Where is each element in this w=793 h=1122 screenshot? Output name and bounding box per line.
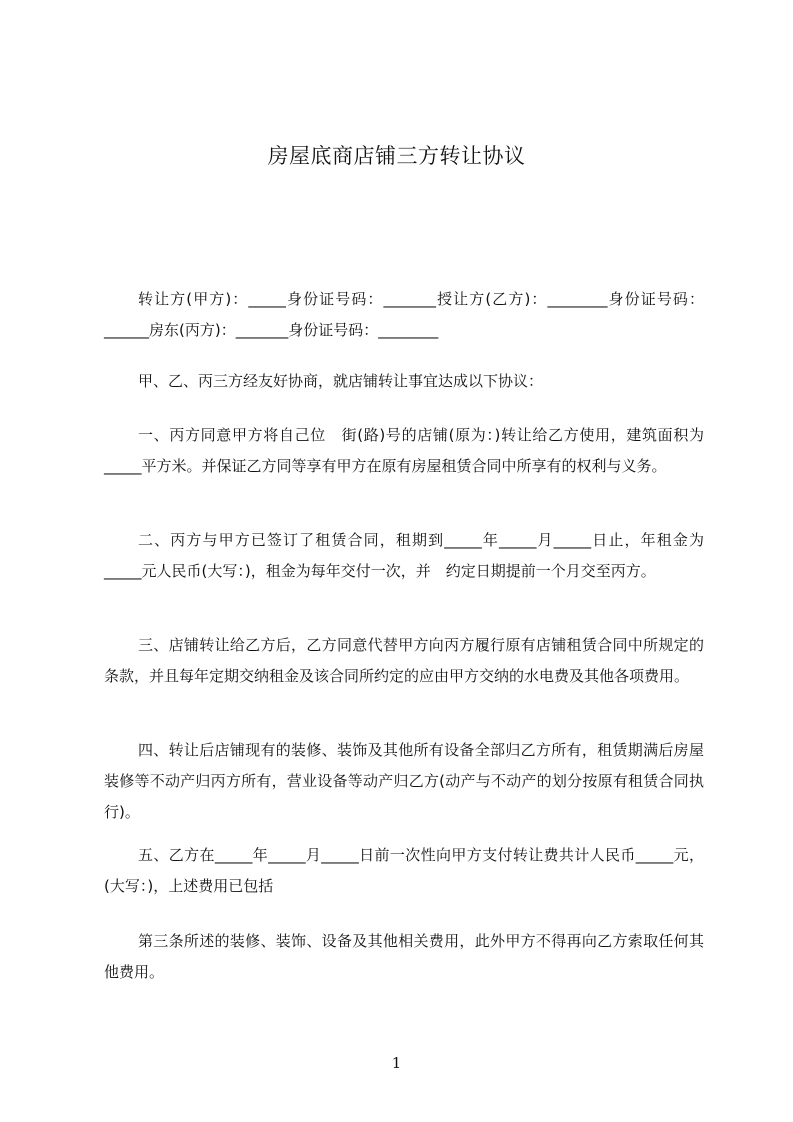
parties-paragraph: 转让方(甲方)：_____身份证号码：_______授让方(乙方)：________身份证号码：______房东(丙方)：_______身份证号码：________ [104, 290, 704, 339]
article-3-paragraph: 三、店铺转让给乙方后，乙方同意代替甲方向丙方履行原有店铺租赁合同中所规定的条款，并且每年定期交纳租金及该合同所约定的应由甲方交纳的水电费及其他各项费用。 [104, 636, 704, 685]
article-4-paragraph: 四、转让后店铺现有的装修、装饰及其他所有设备全部归乙方所有，租赁期满后房屋装修等不动产归丙方所有，营业设备等动产归乙方(动产与不动产的划分按原有租赁合同执行)。 [104, 741, 704, 821]
page-title: 房屋底商店铺三方转让协议 [267, 144, 526, 168]
article-5-paragraph: 五、乙方在_____年_____月_____日前一次性向甲方支付转让费共计人民币_____元，(大写：)，上述费用已包括 [104, 846, 704, 895]
article-2-paragraph: 二、丙方与甲方已签订了租赁合同，租期到_____年_____月_____日止，年租金为_____元人民币(大写：)，租金为每年交付一次，并 约定日期提前一个月交至丙方。 [104, 531, 704, 580]
article-5-continuation-paragraph: 第三条所述的装修、装饰、设备及其他相关费用，此外甲方不得再向乙方索取任何其他费用。 [104, 932, 704, 981]
intro-paragraph: 甲、乙、丙三方经友好协商，就店铺转让事宜达成以下协议： [138, 372, 544, 390]
article-1-paragraph: 一、丙方同意甲方将自己位 街(路)号的店铺(原为：)转让给乙方使用，建筑面积为_____平方米。并保证乙方同等享有甲方在原有房屋租赁合同中所享有的权利与义务。 [104, 426, 704, 475]
page-number: 1 [391, 1054, 402, 1072]
